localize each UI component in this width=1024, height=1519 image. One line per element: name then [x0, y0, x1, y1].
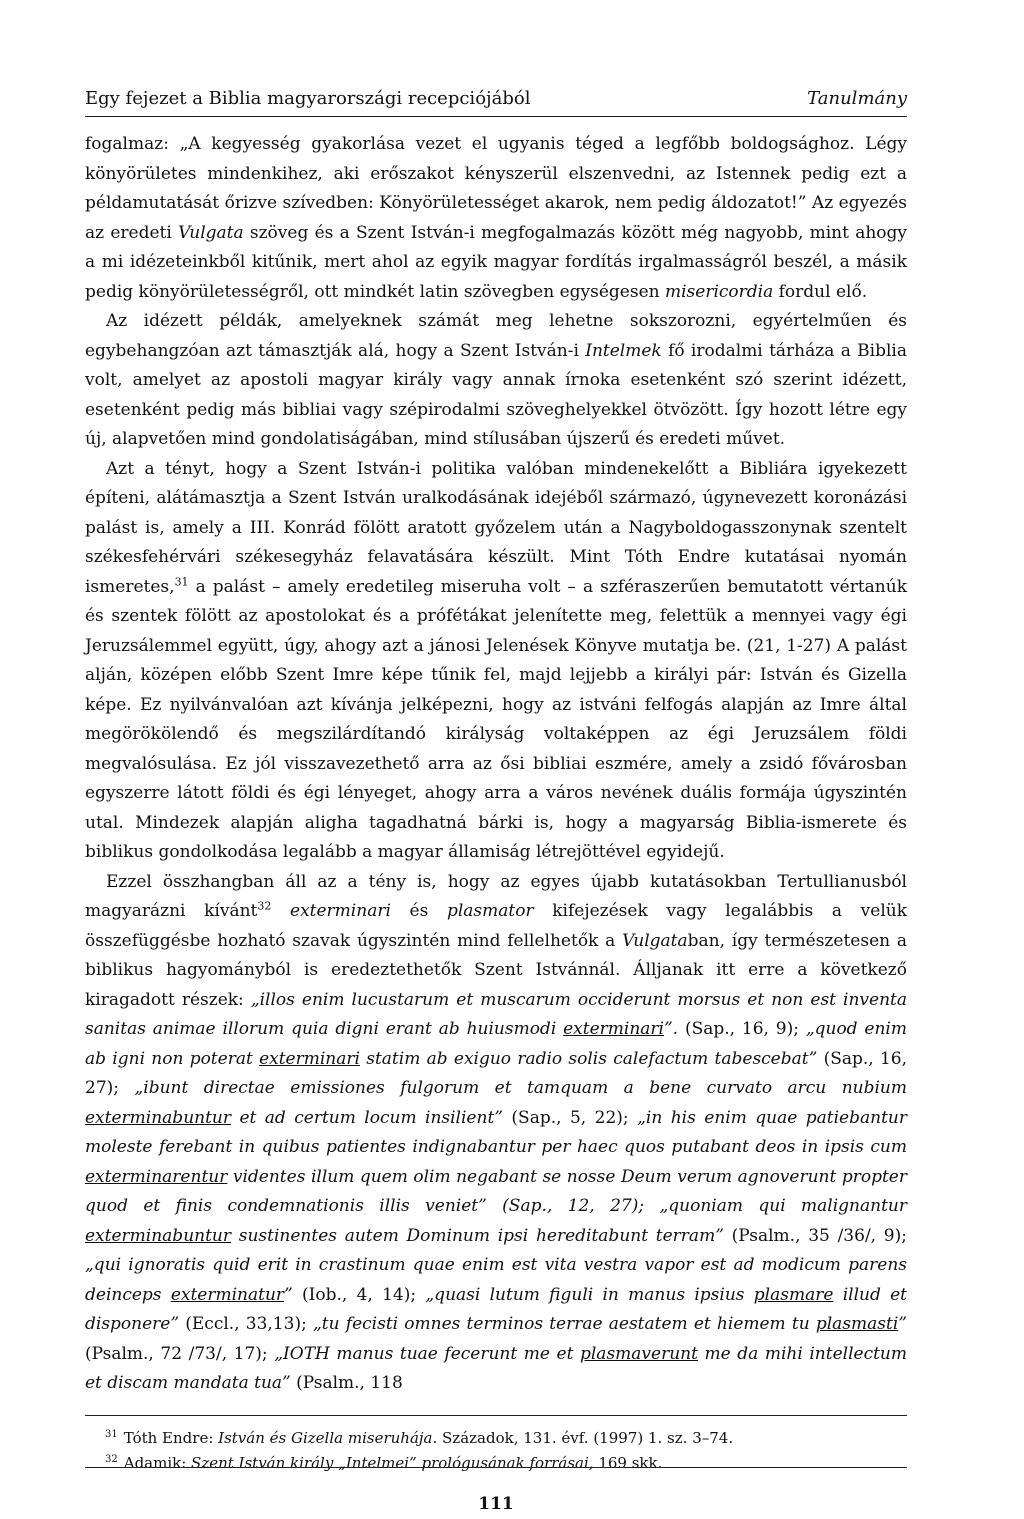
paragraph-3	[85, 455, 907, 868]
text-run: fordul elő.	[773, 281, 868, 302]
italic-run: Intelmek	[585, 340, 662, 361]
quote-text: ”.	[663, 1019, 679, 1039]
text-run: Azt a tényt, hogy a Szent István-i politika valóban mindenekelőtt a Bibliára igyekezett építeni, alátámasztja a Szent István uralkodásának idejéből származó, úgynevezett koronázási palást is, amely a III. Konrád fölött aratott győzelem után a Nagyboldogasszonynak szentelt székesfehérvári székesegyház felavatására készült. Mint Tóth Endre kutatásai nyomán ismeretes,	[85, 458, 907, 597]
text-run: kifejezések vagy legalábbis a velük összefüggésbe hozható szavak úgyszintén mind fellelhetők a	[85, 901, 908, 951]
reference: (Iob., 4, 14);	[292, 1284, 426, 1305]
text-run: és	[390, 901, 447, 921]
quote-text: ”	[898, 1314, 907, 1334]
reference: (Sap., 5, 22);	[502, 1107, 638, 1128]
paragraph-1	[85, 130, 907, 307]
quote-text: ”	[284, 1284, 293, 1305]
quote-text: „tu fecisti omnes terminos terrae aestatem et hiemem tu	[313, 1314, 816, 1334]
underlined-term: plasmare	[753, 1284, 834, 1305]
underlined-term: exterminari	[259, 1048, 360, 1069]
footnote-ref-32[interactable]: 32	[257, 899, 272, 913]
quote-text: me da mihi intellectum et discam mandata tua”	[85, 1343, 907, 1393]
text-run: Ezzel összhangban áll az a tény is, hogy az egyes újabb kutatásokban Tertullianusból magyarázni kívánt	[85, 871, 907, 921]
reference: (Psalm., 35 /36/, 9);	[723, 1225, 907, 1246]
quote-text: „qui ignoratis quid erit in crastinum quae enim est vita vestra vapor est ad modicum parens deinceps	[85, 1255, 907, 1305]
quote-text: „quoniam qui malignantur	[659, 1196, 907, 1216]
quote-text: „ibunt directae emissiones fulgorum et tamquam a bene curvato arcu nubium	[134, 1078, 907, 1098]
body-text	[85, 130, 907, 1399]
quote-text: illud et disponere”	[85, 1284, 908, 1334]
paragraph-4	[85, 868, 907, 1399]
quote-text: „IOTH manus tuae fecerunt me et	[274, 1343, 580, 1364]
reference: (Psalm., 118	[290, 1373, 403, 1393]
italic-run: exterminari	[290, 901, 391, 921]
text-run: ban, így természetesen a biblikus hagyományból is eredeztethetők Szent Istvánnál. Álljanak itt erre a következő kiragadott részek:	[85, 930, 907, 1010]
reference	[644, 1196, 659, 1216]
italic-run: Vulgata	[622, 930, 688, 951]
paragraph-2	[85, 307, 907, 455]
text-run: szöveg és a Szent István-i megfogalmazás között még nagyobb, mint ahogy a mi idézeteinkből kitűnik, mert ahol az egyik magyar fordítás irgalmasságról beszél, a másik pedig könyörületességről, ott mindkét latin szövegben egységesen	[85, 222, 908, 302]
running-head	[85, 88, 907, 117]
underlined-term: plasmaverunt	[579, 1343, 698, 1364]
quote-text: „illos enim lucustarum et muscarum occiderunt morsus et non est inventa sanitas animae illorum quia digni erant ab huiusmodi	[85, 989, 907, 1039]
underlined-term: exterminarentur	[85, 1166, 228, 1187]
footnote-text: Adamik:	[123, 1453, 192, 1472]
quote-text: videntes illum quem olim negabant se nosse Deum verum agnoverunt propter quod et finis condemnationis illis veniet” (Sap., 12, 27);	[85, 1166, 907, 1216]
text-run: a palást – amely eredetileg miseruha volt – a szféraszerűen bemutatott vértanúk és szentek fölött az apostolokat és a prófétákat jelenítette meg, felettük a mennyei vagy égi Jeruzsálemmel együtt, úgy, ahogy azt a jánosi Jelenések Könyve mutatja be. (21, 1-27) A palást alján, középen előbb Szent Imre képe tűnik fel, majd lejjebb a királyi pár: István és Gizella képe. Ez nyilvánvalóan azt kívánja jelképezni, hogy az istváni felfogás alapján az Imre által megörökölendő és megszilárdítandó királyság voltaképpen az égi Jeruzsálem földi megvalósulása. Ez jól visszavezethető arra az ősi bibliai eszmére, amely a zsidó fővárosban egyszerre látott földi és égi lényeget, ahogy arra a város nevének duális formája úgyszintén utal. Mindezek alapján aligha tagadhatná bárki is, hogy a magyarság Biblia-ismerete és biblikus gondolkodása legalább a magyar államiság létrejöttével egyidejű.	[85, 576, 907, 862]
underlined-term: plasmasti	[815, 1314, 899, 1334]
quote-text: „in his enim quae patiebantur moleste ferebant in quibus patientes indignabantur per haec quos putabant deos in ipsis cum	[85, 1107, 907, 1157]
reference: (Psalm., 72 /73/, 17);	[85, 1343, 275, 1364]
footnote-number: 32	[105, 1453, 118, 1465]
quote-text: statim ab exiguo radio solis calefactum tabescebat”	[359, 1048, 818, 1069]
footnote-title: Szent István király „Intelmei” prológusának forrásai,	[191, 1453, 594, 1472]
quote-text: et ad certum locum insilient”	[231, 1107, 503, 1128]
underlined-term: exterminari	[563, 1019, 664, 1039]
text-run: Az idézett példák, amelyeknek számát meg lehetne sokszorozni, egyértelműen és egybehangzóan azt támasztják alá, hogy a Szent István-i	[85, 311, 907, 361]
quote-text: sustinentes autem Dominum ipsi hereditabunt terram”	[231, 1225, 724, 1246]
text-run	[271, 901, 290, 921]
italic-run: misericordia	[664, 281, 774, 302]
running-head-title: Egy fejezet a Biblia magyarországi recepciójából	[85, 88, 531, 109]
footnote-ref-31[interactable]: 31	[174, 574, 189, 588]
footnote-number: 31	[105, 1428, 118, 1440]
footnote-title: István és Gizella miseruhája.	[218, 1428, 438, 1447]
running-head-section: Tanulmány	[807, 88, 907, 109]
underlined-term: exterminabuntur	[85, 1107, 231, 1128]
footnote-text: 169 skk.	[593, 1453, 663, 1472]
footnote-text: Századok, 131. évf. (1997) 1. sz. 3–74.	[437, 1428, 734, 1447]
underlined-term: exterminatur	[170, 1284, 285, 1305]
page-number: 111	[85, 1467, 907, 1514]
page	[85, 88, 908, 1514]
footnote-31	[85, 1426, 907, 1451]
underlined-term: exterminabuntur	[85, 1225, 231, 1246]
latin-quote-8	[313, 1314, 907, 1334]
reference: (Sap., 16, 9);	[678, 1019, 806, 1039]
quote-text: „quod enim ab igni non poterat	[85, 1019, 907, 1069]
reference: (Eccl., 33,13);	[179, 1314, 313, 1334]
italic-run: Vulgata	[178, 222, 244, 243]
text-run: fő irodalmi tárháza a Biblia volt, amelyet az apostoli magyar király vagy annak írnoka esetenként szó szerint idézett, esetenként pedig más bibliai vagy szépirodalmi szöveghelyekkel ötvözött. Így hozott létre egy új, alapvetően mind gondolatiságában, mind stílusában újszerű és eredeti művet.	[85, 340, 907, 449]
quote-text: „quasi lutum figuli in manus ipsius	[425, 1284, 754, 1305]
text-run: fogalmaz: „A kegyesség gyakorlása vezet el ugyanis téged a legfőbb boldogsághoz. Légy könyörületes mindenkihez, aki erőszakot kényszerül elszenvedni, az Istennek pedig ezt a példamutatását őrizve szívedben: Könyörületességet akarok, nem pedig áldozatot!” Az egyezés az eredeti	[85, 134, 907, 243]
reference: (Sap., 16, 27);	[85, 1048, 907, 1098]
italic-run: plasmator	[446, 901, 534, 921]
footnote-text: Tóth Endre:	[123, 1428, 219, 1447]
